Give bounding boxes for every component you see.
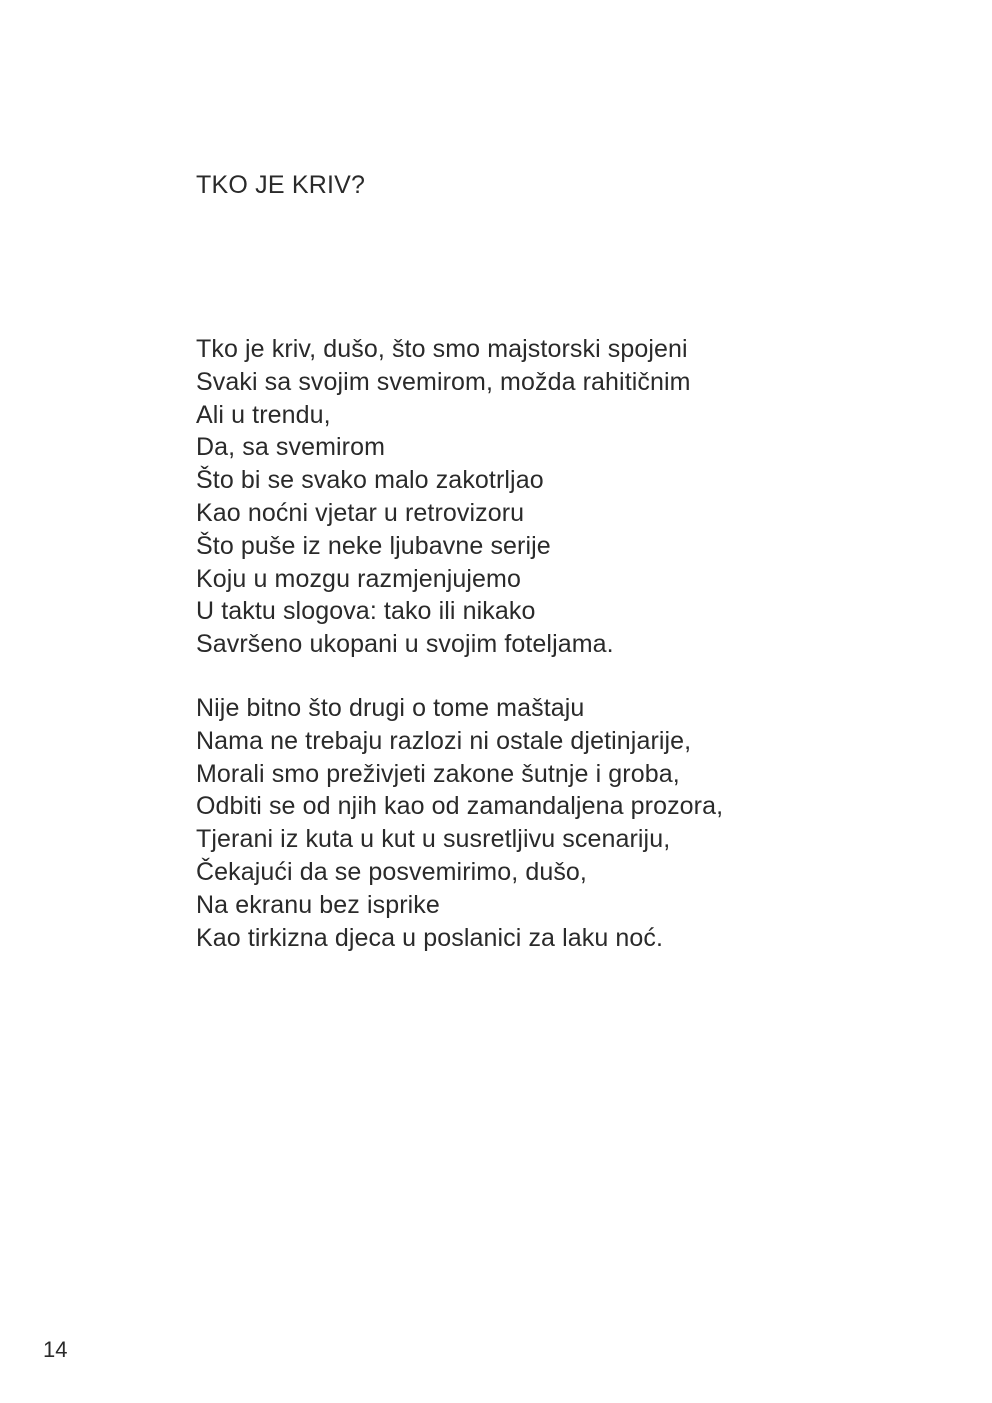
poem-line: Čekajući da se posvemirimo, dušo, bbox=[196, 857, 587, 886]
poem-line: Nama ne trebaju razlozi ni ostale djetinjarije, bbox=[196, 726, 692, 755]
poem-line: Svaki sa svojim svemirom, možda rahitičnim bbox=[196, 367, 691, 396]
poem-line: Ali u trendu, bbox=[196, 400, 331, 429]
poem-line: Savršeno ukopani u svojim foteljama. bbox=[196, 630, 614, 659]
poem-line: Što bi se svako malo zakotrljao bbox=[196, 466, 544, 495]
poem-title: TKO JE KRIV? bbox=[196, 171, 366, 199]
poem-line: Morali smo preživjeti zakone šutnje i groba, bbox=[196, 759, 680, 788]
poem-line: Tjerani iz kuta u kut u susretljivu scenariju, bbox=[196, 825, 671, 854]
poem-line: Nije bitno što drugi o tome maštaju bbox=[196, 694, 585, 722]
poem-line: Tko je kriv, dušo, što smo majstorski spojeni bbox=[196, 335, 688, 363]
poem-line: Odbiti se od njih kao od zamandaljena prozora, bbox=[196, 792, 724, 821]
poem-line: Da, sa svemirom bbox=[196, 433, 386, 462]
poem-line: Kao tirkizna djeca u poslanici za laku noć. bbox=[196, 923, 664, 952]
poem-line: Kao noćni vjetar u retrovizoru bbox=[196, 498, 525, 527]
poem-line: Što puše iz neke ljubavne serije bbox=[196, 531, 551, 560]
poem-line: U taktu slogova: tako ili nikako bbox=[196, 597, 536, 626]
stanza-2 bbox=[196, 692, 723, 954]
poem-line: Koju u mozgu razmjenjujemo bbox=[196, 564, 521, 593]
page-number: 14 bbox=[43, 1337, 68, 1362]
poem-line: Na ekranu bez isprike bbox=[196, 890, 440, 919]
stanza-1 bbox=[196, 333, 691, 661]
